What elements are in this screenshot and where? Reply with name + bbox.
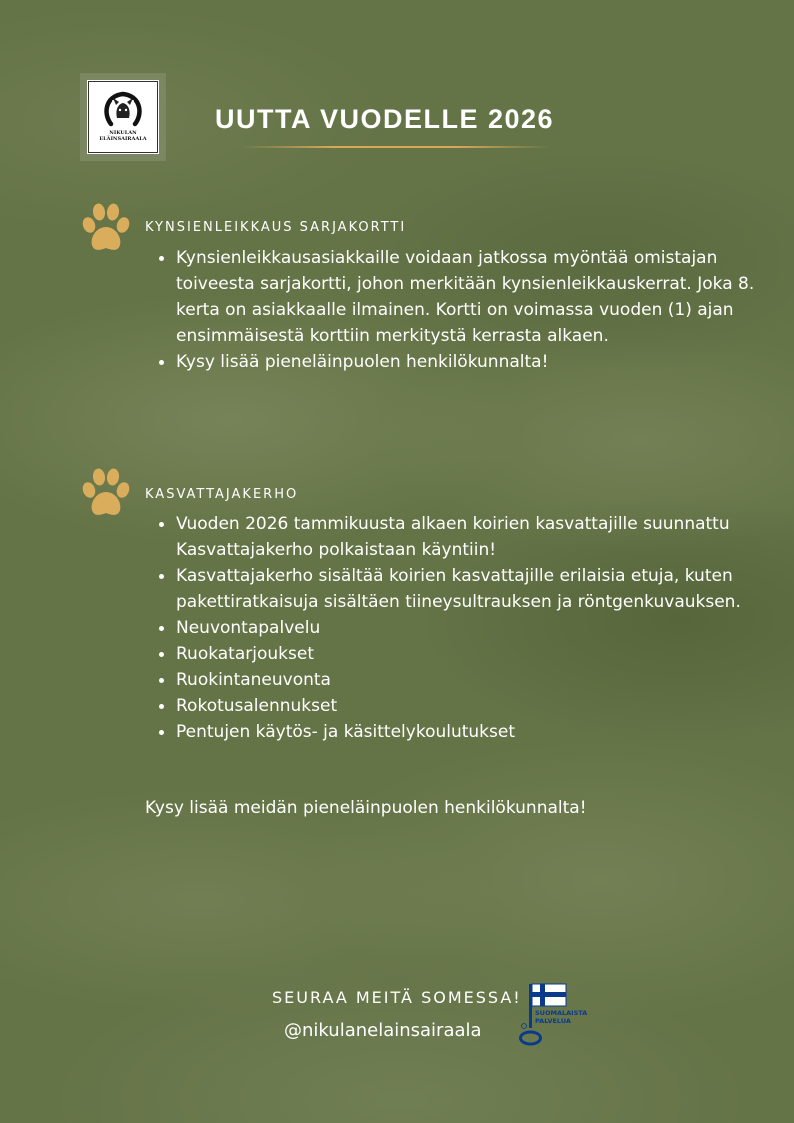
logo-badge	[88, 81, 158, 153]
horseshoe-icon	[101, 88, 145, 128]
title-underline	[240, 146, 550, 148]
paw-icon	[78, 200, 134, 256]
list-item: Ruokatarjoukset	[176, 641, 766, 667]
logo	[80, 73, 166, 161]
social-handle: @nikulanelainsairaala	[284, 1020, 482, 1041]
logo-text-line1: NIKULAN	[109, 130, 137, 136]
section-heading-breeder-club: KASVATTAJAKERHO	[145, 487, 299, 502]
logo-text-line2: ELÄINSAIRAALA	[99, 136, 147, 142]
nail-card-list	[150, 245, 776, 375]
list-item: Pentujen käytös- ja käsittelykoulutukset	[176, 719, 766, 745]
list-item: Kysy lisää pieneläinpuolen henkilökunnalta!	[176, 349, 776, 375]
key-flag-icon	[518, 982, 588, 1052]
list-item: Neuvontapalvelu	[176, 615, 766, 641]
badge-line1: SUOMALAISTA	[535, 1009, 588, 1017]
list-item: Kynsienleikkausasiakkaille voidaan jatkossa myöntää omistajan toiveesta sarjakortti, johon merkitään kynsienleikkauskerrat. Joka 8. kerta on asiakkaalle ilmainen. Kortti on voimassa vuoden (1) ajan ensimmäisestä korttiin merkitystä kerrasta alkaen.	[176, 245, 776, 349]
paw-icon	[78, 465, 134, 521]
list-item: Rokotusalennukset	[176, 693, 766, 719]
badge-line2: PALVELUA	[535, 1017, 571, 1025]
closing-text: Kysy lisää meidän pieneläinpuolen henkilökunnalta!	[145, 798, 587, 818]
list-item: Kasvattajakerho sisältää koirien kasvattajille erilaisia etuja, kuten pakettiratkaisuja sisältäen tiineysultrauksen ja röntgenkuvauksen.	[176, 563, 766, 615]
follow-text: SEURAA MEITÄ SOMESSA!	[272, 988, 522, 1007]
list-item: Vuoden 2026 tammikuusta alkaen koirien kasvattajille suunnattu Kasvattajakerho polkaistaan käyntiin!	[176, 511, 766, 563]
breeder-club-list	[150, 511, 766, 745]
page-title: UUTTA VUODELLE 2026	[215, 104, 555, 134]
list-item: Ruokintaneuvonta	[176, 667, 766, 693]
section-heading-nail-card: KYNSIENLEIKKAUS SARJAKORTTI	[145, 220, 407, 235]
